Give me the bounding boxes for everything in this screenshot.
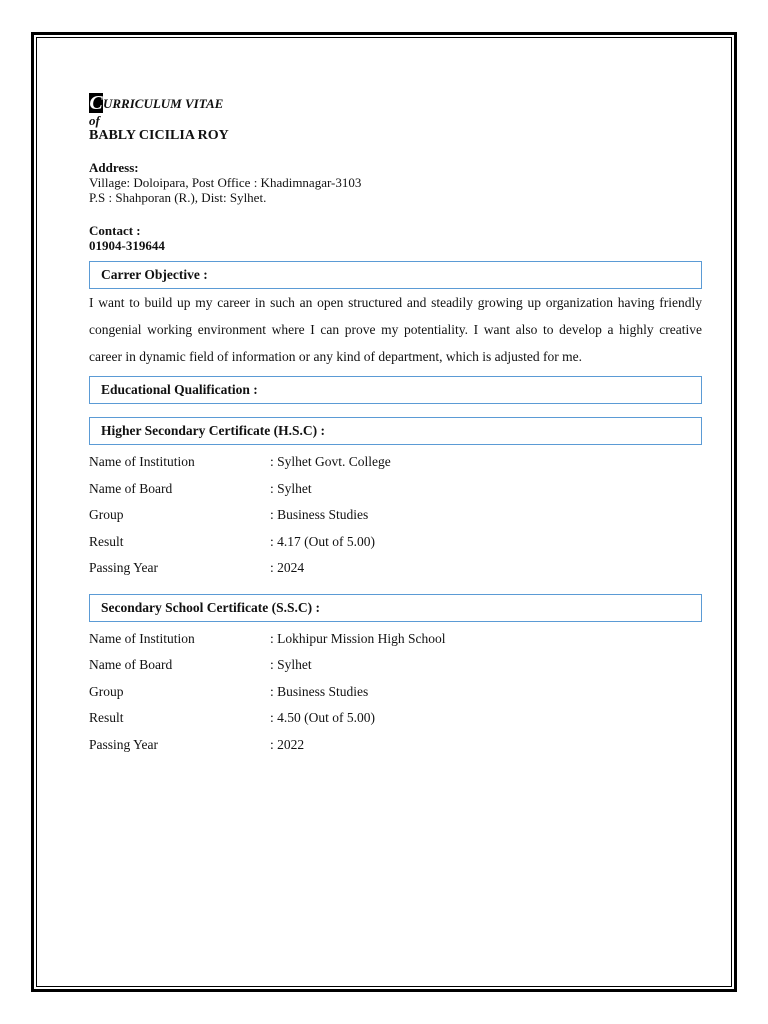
objective-heading: Carrer Objective : (89, 261, 702, 289)
row-key: Name of Board (89, 657, 173, 672)
contact-label: Contact : (89, 223, 141, 238)
row-key: Passing Year (89, 736, 159, 752)
row-key: Group (89, 507, 124, 522)
row-value: : 2024 (270, 560, 305, 575)
candidate-name: BABLY CICILIA ROY (89, 128, 229, 143)
ssc-row-passing-year (89, 732, 702, 759)
row-value: : 2022 (270, 736, 305, 752)
document-content (89, 93, 702, 758)
title-of: of (89, 113, 100, 128)
hsc-row-result (89, 529, 702, 556)
row-value: : Sylhet (270, 480, 312, 496)
row-value: : Business Studies (270, 683, 369, 699)
hsc-details (89, 449, 702, 582)
address-label: Address: (89, 160, 139, 175)
row-value: : Sylhet Govt. College (270, 454, 391, 469)
row-value: : 4.17 (Out of 5.00) (270, 533, 375, 549)
address-block (89, 160, 702, 205)
row-key: Passing Year (89, 560, 159, 575)
row-key: Result (89, 533, 124, 549)
ssc-row-board (89, 652, 702, 679)
objective-text: I want to build up my career in such an open structured and steadily growing up organization having friendly congenial working environment where I can prove my potentiality. I want also to develop a highly creative career in dynamic field of information or any kind of department, which is adjusted for me. (89, 295, 702, 364)
ssc-heading: Secondary School Certificate (S.S.C) : (89, 594, 702, 622)
ssc-row-institution (89, 626, 702, 653)
hsc-row-group (89, 502, 702, 529)
education-heading: Educational Qualification : (89, 376, 702, 404)
contact-phone: 01904-319644 (89, 238, 165, 253)
row-value: : Sylhet (270, 657, 312, 672)
hsc-row-passing-year (89, 555, 702, 582)
cv-title (89, 93, 702, 113)
row-value: : Business Studies (270, 507, 369, 522)
row-key: Group (89, 683, 124, 699)
hsc-heading: Higher Secondary Certificate (H.S.C) : (89, 417, 702, 445)
title-dropcap: C (89, 92, 103, 114)
hsc-row-board (89, 476, 702, 503)
row-key: Name of Institution (89, 630, 195, 646)
hsc-row-institution (89, 449, 702, 476)
address-line-2: P.S : Shahporan (R.), Dist: Sylhet. (89, 190, 267, 205)
ssc-row-group (89, 679, 702, 706)
row-key: Name of Board (89, 480, 173, 496)
row-value: : Lokhipur Mission High School (270, 630, 446, 646)
ssc-details (89, 626, 702, 759)
title-text: URRICULUM VITAE (103, 96, 224, 111)
contact-block (89, 223, 702, 253)
ssc-row-result (89, 705, 702, 732)
address-line-1: Village: Doloipara, Post Office : Khadimnagar-3103 (89, 175, 362, 190)
row-value: : 4.50 (Out of 5.00) (270, 710, 375, 725)
row-key: Result (89, 710, 124, 725)
row-key: Name of Institution (89, 454, 195, 469)
